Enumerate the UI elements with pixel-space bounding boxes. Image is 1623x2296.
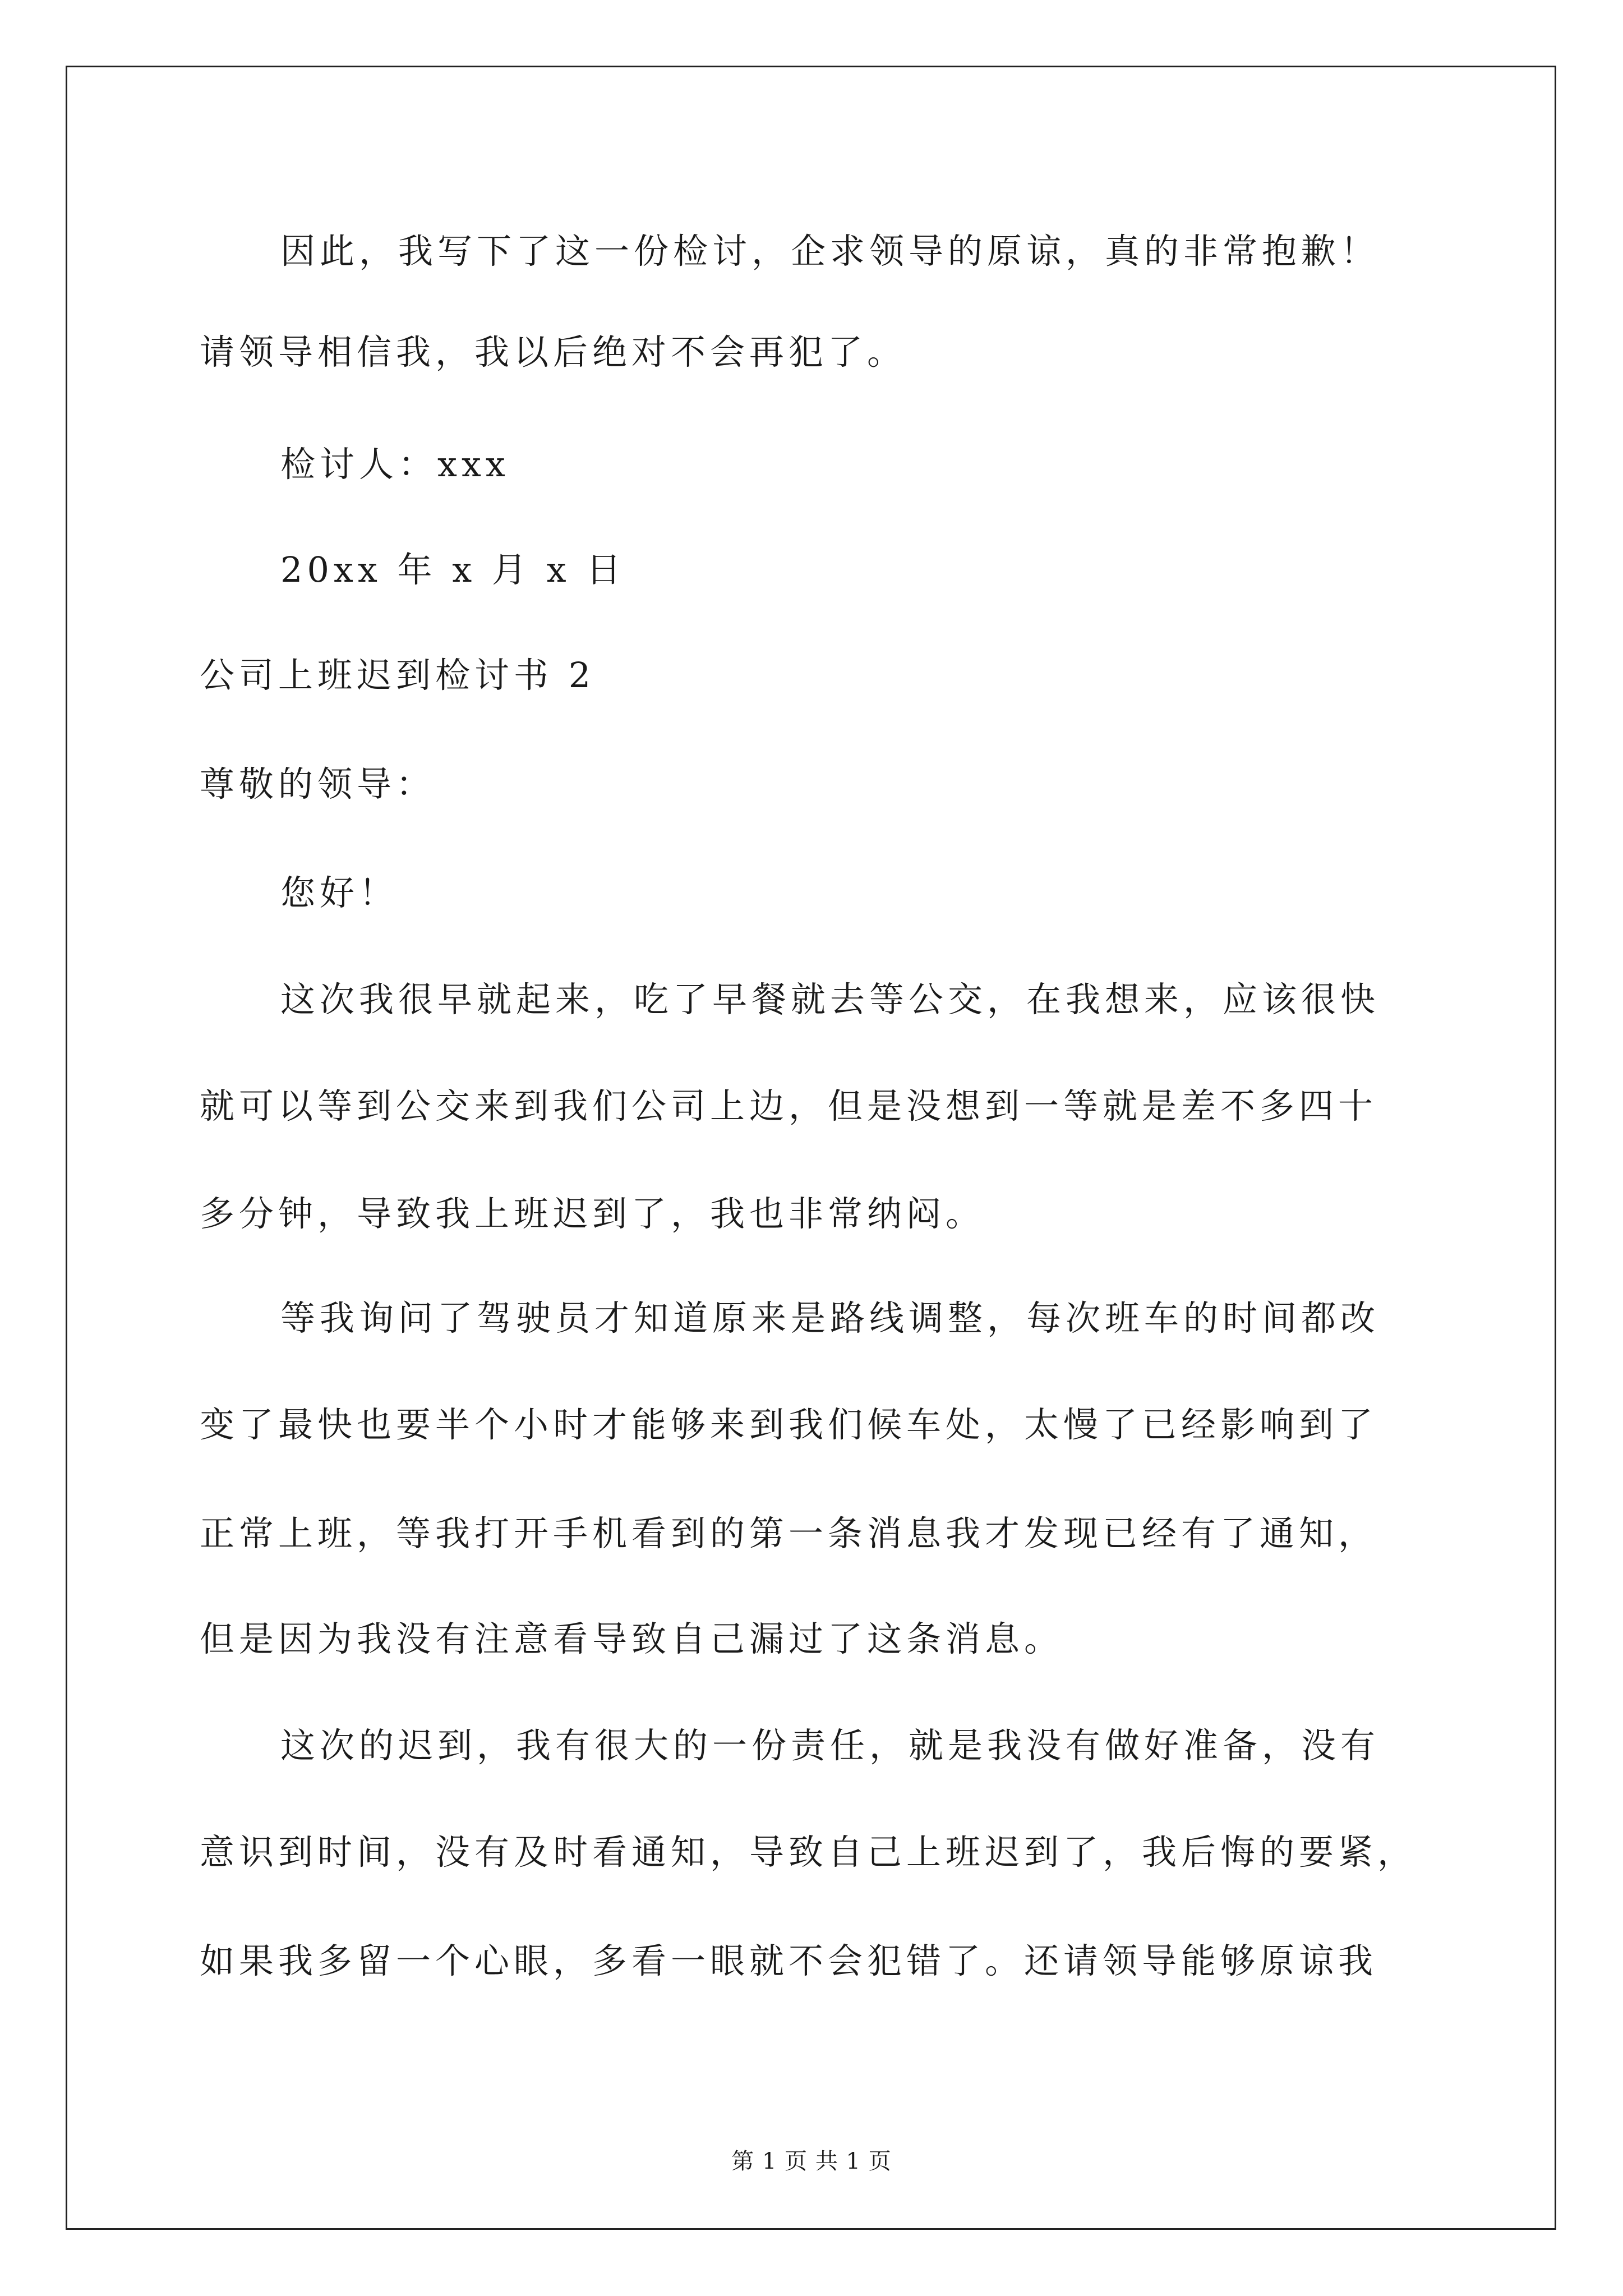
paragraph-line: 意识到时间，没有及时看通知，导致自己上班迟到了，我后悔的要紧， [200,1832,1417,1872]
paragraph-line: 这次我很早就起来，吃了早餐就去等公交，在我想来，应该很快 [280,979,1380,1020]
paragraph-line: 这次的迟到，我有很大的一份责任，就是我没有做好准备，没有 [280,1725,1380,1766]
salutation: 尊敬的领导： [200,763,436,804]
date-line: 20xx 年 x 月 x 日 [280,549,626,590]
signature-line: 检讨人：xxx [280,444,510,485]
section-title: 公司上班迟到检讨书 2 [200,655,596,696]
paragraph-line: 如果我多留一个心眼，多看一眼就不会犯错了。还请领导能够原谅我 [200,1940,1378,1981]
paragraph-line: 等我询问了驾驶员才知道原来是路线调整，每次班车的时间都改 [280,1297,1380,1338]
paragraph-line: 变了最快也要半个小时才能够来到我们候车处，太慢了已经影响到了 [200,1404,1378,1445]
paragraph-line: 多分钟，导致我上班迟到了，我也非常纳闷。 [200,1193,985,1234]
paragraph-line: 正常上班，等我打开手机看到的第一条消息我才发现已经有了通知， [200,1513,1378,1554]
page-border [66,66,1556,2230]
page-footer: 第 1 页 共 1 页 [731,2148,892,2174]
paragraph-line: 就可以等到公交来到我们公司上边，但是没想到一等就是差不多四十 [200,1085,1378,1126]
paragraph-line: 因此，我写下了这一份检讨，企求领导的原谅，真的非常抱歉！ [280,231,1380,272]
greeting: 您好！ [280,872,399,913]
paragraph-line: 请领导相信我，我以后绝对不会再犯了。 [200,332,907,372]
paragraph-line: 但是因为我没有注意看导致自己漏过了这条消息。 [200,1618,1064,1659]
